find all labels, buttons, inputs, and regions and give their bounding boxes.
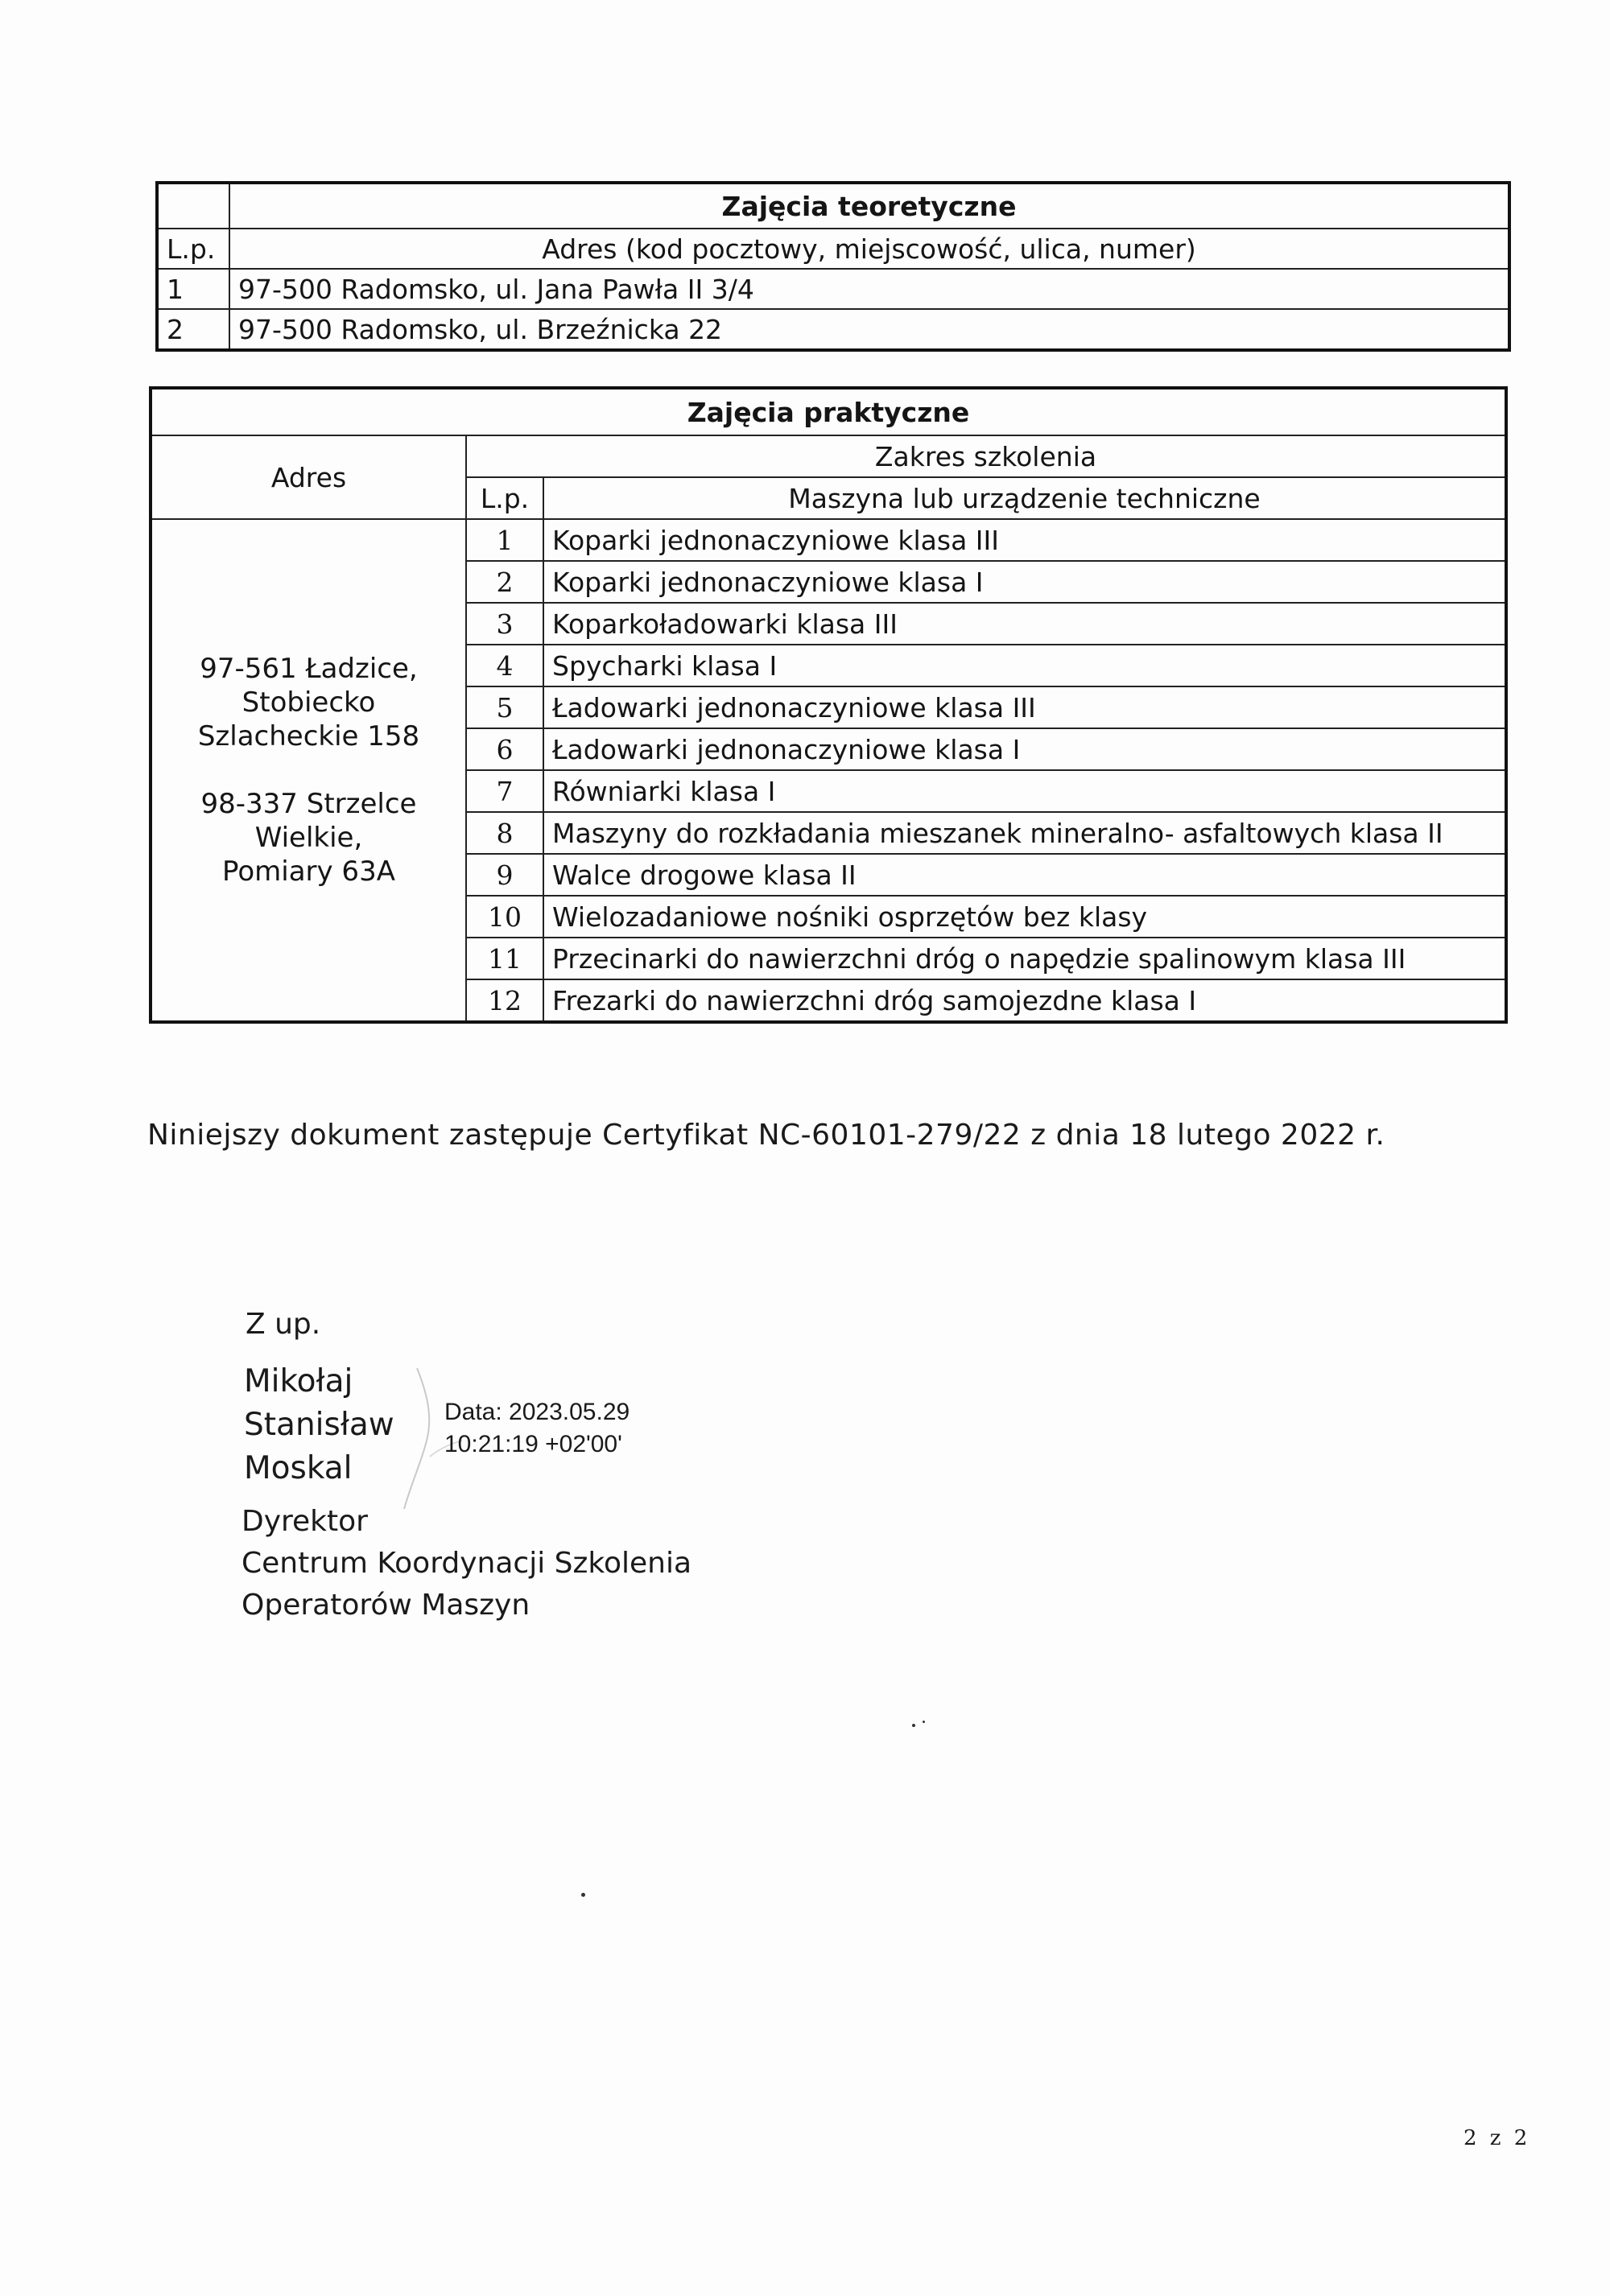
practice-row-machine: Wielozadaniowe nośniki osprzętów bez klasy — [543, 896, 1506, 938]
practice-row-machine: Przecinarki do nawierzchni dróg o napędzie spalinowym klasa III — [543, 938, 1506, 979]
practice-header-lp: L.p. — [466, 477, 543, 519]
page-number: 2 z 2 — [1463, 2126, 1531, 2150]
practice-row-lp: 7 — [466, 770, 543, 812]
practice-row-lp: 9 — [466, 854, 543, 896]
practice-row-machine: Koparki jednonaczyniowe klasa I — [543, 561, 1506, 603]
theory-header-lp: L.p. — [157, 229, 229, 269]
theory-header-address: Adres (kod pocztowy, miejscowość, ulica, numer) — [229, 229, 1509, 269]
practice-row-lp: 5 — [466, 686, 543, 728]
practice-row-lp: 3 — [466, 603, 543, 645]
practice-row-machine: Koparkoładowarki klasa III — [543, 603, 1506, 645]
practice-address-cell — [151, 519, 466, 1022]
practice-row-lp: 4 — [466, 645, 543, 686]
practice-title: Zajęcia praktyczne — [151, 388, 1506, 435]
scan-speck — [581, 1893, 585, 1897]
signer-role: Dyrektor Centrum Koordynacji Szkolenia Operatorów Maszyn — [242, 1505, 692, 1622]
practice-row-lp: 6 — [466, 728, 543, 770]
theory-title: Zajęcia teoretyczne — [229, 183, 1509, 229]
practice-row-lp: 11 — [466, 938, 543, 979]
replacement-note: Niniejszy dokument zastępuje Certyfikat NC-60101-279/22 z dnia 18 lutego 2022 r. — [147, 1119, 1385, 1152]
practice-table — [149, 386, 1508, 1024]
theory-row-lp: 2 — [157, 309, 229, 350]
practice-row-machine: Frezarki do nawierzchni dróg samojezdne klasa I — [543, 979, 1506, 1022]
practice-row-lp: 1 — [466, 519, 543, 561]
practice-row-lp: 10 — [466, 896, 543, 938]
practice-row-lp: 2 — [466, 561, 543, 603]
practice-address-1: 97-561 Ładzice, Stobiecko Szlacheckie 158 — [197, 653, 420, 752]
practice-row-machine: Ładowarki jednonaczyniowe klasa III — [543, 686, 1506, 728]
signer-name: Mikołaj Stanisław Moskal — [244, 1363, 394, 1486]
theory-row-address: 97-500 Radomsko, ul. Brzeźnicka 22 — [229, 309, 1509, 350]
table-row — [157, 269, 1509, 309]
practice-header-scope: Zakres szkolenia — [466, 435, 1506, 477]
practice-header-address: Adres — [151, 435, 466, 519]
table-row — [151, 519, 1506, 561]
practice-row-machine: Maszyny do rozkładania mieszanek mineralno- asfaltowych klasa II — [543, 812, 1506, 854]
theory-row-lp: 1 — [157, 269, 229, 309]
practice-row-machine: Ładowarki jednonaczyniowe klasa I — [543, 728, 1506, 770]
theory-table — [155, 181, 1511, 352]
scan-speck — [923, 1721, 925, 1723]
practice-row-machine: Spycharki klasa I — [543, 645, 1506, 686]
practice-header-machine: Maszyna lub urządzenie techniczne — [543, 477, 1506, 519]
practice-row-lp: 8 — [466, 812, 543, 854]
scan-speck — [912, 1724, 915, 1727]
signature-date: Data: 2023.05.29 10:21:19 +02'00' — [444, 1399, 630, 1457]
theory-row-address: 97-500 Radomsko, ul. Jana Pawła II 3/4 — [229, 269, 1509, 309]
practice-row-machine: Równiarki klasa I — [543, 770, 1506, 812]
practice-row-machine: Walce drogowe klasa II — [543, 854, 1506, 896]
signature-prefix: Z up. — [246, 1308, 321, 1341]
practice-row-machine: Koparki jednonaczyniowe klasa III — [543, 519, 1506, 561]
practice-row-lp: 12 — [466, 979, 543, 1022]
table-row — [157, 309, 1509, 350]
practice-address-2: 98-337 Strzelce Wielkie, Pomiary 63A — [200, 788, 417, 888]
